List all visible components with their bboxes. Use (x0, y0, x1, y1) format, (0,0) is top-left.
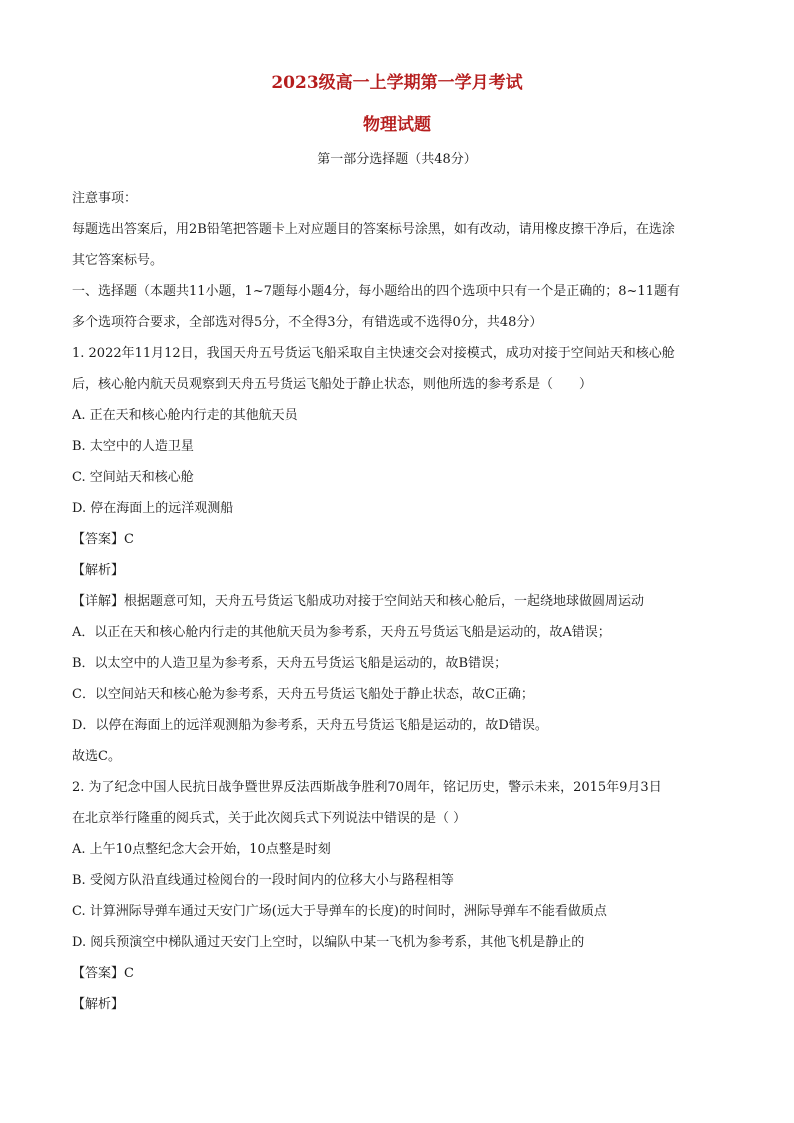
part-heading: 第一部分选择题（共48分） (317, 152, 477, 167)
question-2-option-a: A. 上午10点整纪念大会开始，10点整是时刻 (72, 842, 331, 857)
question-1-explanation-a: A．以正在天和核心舱内行走的其他航天员为参考系，天舟五号货运飞船是运动的，故A错误； (72, 625, 611, 640)
question-1-stem: 1. 2022年11月12日，我国天舟五号货运飞船采取自主快速交会对接模式，成功对接于空间站天和核心舱 (72, 346, 675, 361)
question-1-explanation-c: C．以空间站天和核心舱为参考系，天舟五号货运飞船处于静止状态，故C正确； (72, 687, 534, 702)
subject-title: 物理试题 (363, 115, 431, 135)
question-1-answer: 【答案】C (72, 532, 134, 547)
question-1-option-c: C. 空间站天和核心舱 (72, 470, 194, 485)
question-1-explanation-b: B．以太空中的人造卫星为参考系，天舟五号货运飞船是运动的，故B错误； (72, 656, 508, 671)
question-2-option-b: B. 受阅方队沿直线通过检阅台的一段时间内的位移大小与路程相等 (72, 873, 454, 888)
question-1-option-a: A. 正在天和核心舱内行走的其他航天员 (72, 408, 298, 423)
question-1-option-b: B. 太空中的人造卫星 (72, 439, 194, 454)
question-2-stem: 2. 为了纪念中国人民抗日战争暨世界反法西斯战争胜利70周年，铭记历史，警示未来，2015年9月3日 (72, 780, 662, 795)
question-2-analysis-label: 【解析】 (72, 997, 125, 1012)
instruction-line: 每题选出答案后，用2B铅笔把答题卡上对应题目的答案标号涂黑，如有改动，请用橡皮擦干净后，在选涂 (72, 222, 675, 237)
question-2-option-d: D. 阅兵预演空中梯队通过天安门上空时，以编队中某一飞机为参考系，其他飞机是静止的 (72, 935, 585, 950)
exam-title: 2023级高一上学期第一学月考试 (271, 73, 523, 93)
section-heading: 一、选择题（本题共11小题，1~7题每小题4分，每小题给出的四个选项中只有一个是正确的；8~11题有 (72, 284, 680, 299)
question-1-option-d: D. 停在海面上的远洋观测船 (72, 501, 234, 516)
instruction-line: 其它答案标号。 (72, 253, 164, 268)
question-2-stem: 在北京举行隆重的阅兵式，关于此次阅兵式下列说法中错误的是（ ） (72, 811, 467, 826)
section-heading: 多个选项符合要求，全部选对得5分，不全得3分，有错选或不选得0分，共48分） (72, 315, 543, 330)
question-1-explanation: 【详解】根据题意可知，天舟五号货运飞船成功对接于空间站天和核心舱后，一起绕地球做圆周运动 (72, 594, 645, 609)
question-1-explanation-d: D．以停在海面上的远洋观测船为参考系，天舟五号货运飞船是运动的，故D错误。 (72, 718, 548, 733)
question-2-answer: 【答案】C (72, 966, 134, 981)
question-1-stem: 后，核心舱内航天员观察到天舟五号货运飞船处于静止状态，则他所选的参考系是（ ） (72, 377, 593, 392)
question-1-conclusion: 故选C。 (72, 749, 121, 764)
notice-label: 注意事项： (72, 191, 138, 206)
document-body (72, 183, 724, 1020)
question-1-analysis-label: 【解析】 (72, 563, 125, 578)
question-2-option-c: C. 计算洲际导弹车通过天安门广场(远大于导弹车的长度)的时间时，洲际导弹车不能看做质点 (72, 904, 607, 919)
